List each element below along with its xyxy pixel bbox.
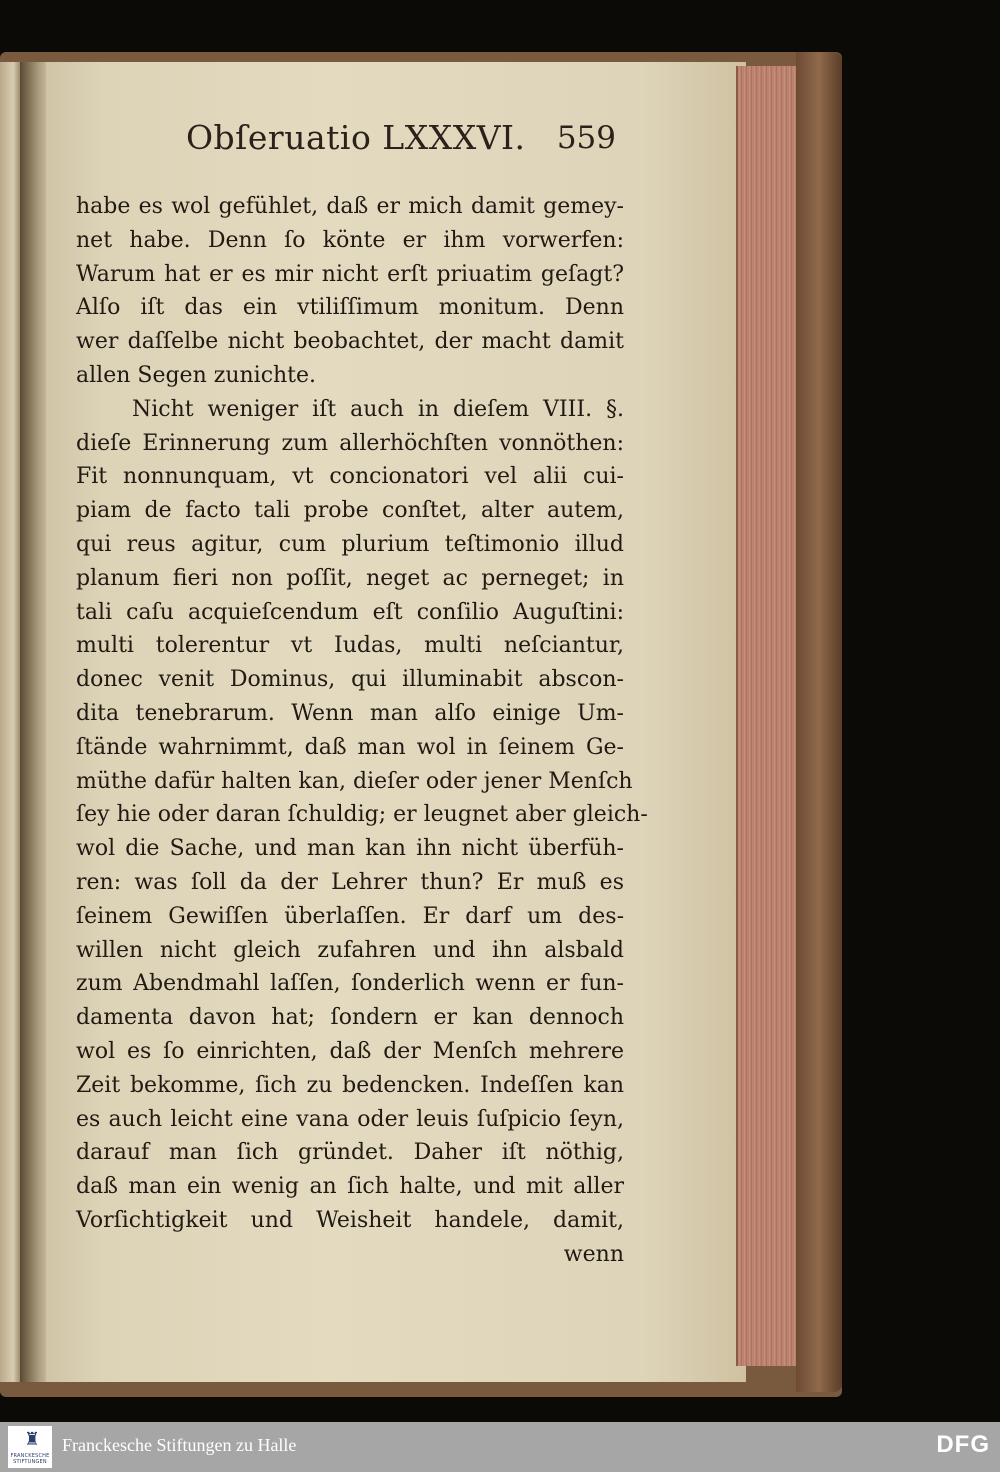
page-number: 559 (556, 120, 616, 156)
text-line: es auch leicht eine vana oder leuis ſuſpicio ſeyn, (76, 1106, 624, 1132)
text-line: net habe. Denn ſo könte er ihm vorwerfen: (76, 227, 624, 253)
text-line: Zeit bekomme, ſich zu bedencken. Indeſſen kan (76, 1072, 624, 1098)
text-line: ſeinem Gewiſſen überlaſſen. Er darf um des- (76, 903, 624, 929)
running-title: Obſeruatio LXXXVI. (186, 118, 526, 157)
text-line: Fit nonnunquam, vt concionatori vel alii cui- (76, 464, 624, 490)
dfg-logo[interactable]: DFG (936, 1431, 990, 1458)
text-line: Nicht weniger iſt auch in dieſem VIII. §. (132, 396, 624, 422)
page-block-edge (736, 66, 800, 1366)
text-line: qui reus agitur, cum plurium teſtimonio illud (76, 531, 624, 557)
text-line: Warum hat er es mir nicht erſt priuatim geſagt? (76, 261, 624, 287)
body-text (76, 190, 648, 1272)
text-line: ſtände wahrnimmt, daß man wol in ſeinem Ge- (76, 734, 624, 760)
text-line: habe es wol gefühlet, daß er mich damit gemey- (76, 194, 624, 219)
building-icon: ♜ (24, 1429, 41, 1450)
catchword: wenn (563, 1241, 624, 1267)
text-line: Alſo iſt das ein vtiliſſimum monitum. Denn (76, 295, 624, 321)
text-line: ſey hie oder daran ſchuldig; er leugnet aber gleich- (76, 802, 648, 828)
text-line: Vorſichtigkeit und Weisheit handele, damit, (76, 1207, 624, 1233)
text-line: planum fieri non poſſit, neget ac perneget; in (76, 565, 624, 591)
text-line: darauf man ſich gründet. Daher iſt nöthig, (76, 1140, 624, 1166)
text-line: tali caſu acquieſcendum eſt conſilio Auguſtini: (76, 599, 624, 625)
text-line: müthe dafür halten kan, dieſer oder jener Menſch (76, 768, 633, 794)
logo-text: FRANCKESCHE STIFTUNGEN (10, 1453, 50, 1465)
text-line: allen Segen zunichte. (76, 362, 317, 388)
text-line: zum Abendmahl laſſen, ſonderlich wenn er fun- (76, 971, 624, 997)
text-line: wol die Sache, und man kan ihn nicht überfüh- (76, 836, 624, 862)
institution-logo[interactable] (8, 1426, 52, 1468)
text-line: ren: was ſoll da der Lehrer thun? Er muß es (76, 869, 624, 895)
institution-name[interactable]: Franckesche Stiftungen zu Halle (62, 1435, 297, 1455)
book-cover-edge (796, 52, 842, 1392)
text-line: daß man ein wenig an ſich halte, und mit aller (76, 1174, 624, 1200)
viewer-footer-bar (0, 1422, 1000, 1472)
text-line: piam de facto tali probe conſtet, alter autem, (76, 498, 624, 524)
page-header (186, 118, 616, 166)
text-line: wol es ſo einrichten, daß der Menſch mehrere (76, 1038, 624, 1064)
left-page-edge (0, 62, 22, 1382)
text-line: wer daſſelbe nicht beobachtet, der macht damit (76, 329, 624, 355)
text-line: dita tenebrarum. Wenn man alſo einige Um- (76, 700, 624, 726)
text-line: dieſe Erinnerung zum allerhöchſten vonnöthen: (76, 430, 624, 456)
text-line: multi tolerentur vt Iudas, multi neſciantur, (76, 633, 624, 659)
text-line: damenta davon hat; ſondern er kan dennoch (76, 1005, 624, 1031)
text-line: willen nicht gleich zufahren und ihn alsbald (76, 937, 624, 963)
text-line: donec venit Dominus, qui illuminabit abscon- (76, 667, 624, 693)
